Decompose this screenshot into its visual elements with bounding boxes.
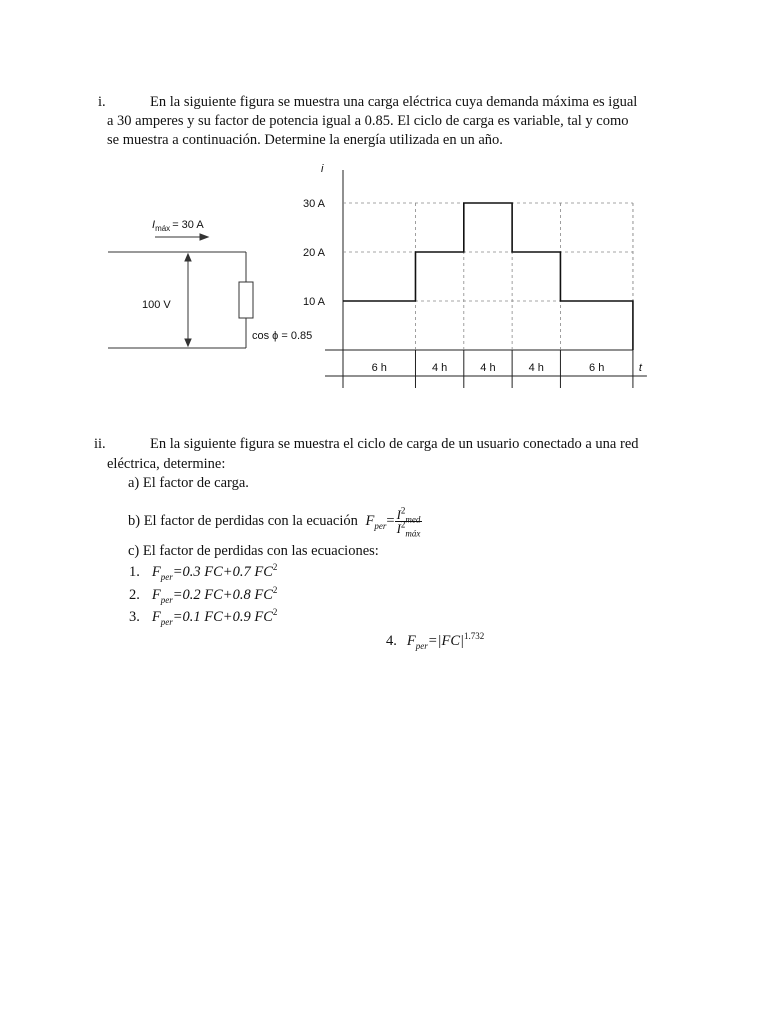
duration-label: 6 h bbox=[371, 362, 387, 374]
y-tick-label: 20 A bbox=[303, 247, 326, 259]
voltage-label: 100 V bbox=[142, 299, 171, 311]
current-arrow-head bbox=[200, 234, 208, 240]
problem-1-line-3: se muestra a continuación. Determine la energía utilizada en un año. bbox=[107, 132, 503, 148]
problem-1-line-2: a 30 amperes y su factor de potencia igual a 0.85. El ciclo de carga es variable, tal y como bbox=[107, 113, 629, 129]
duration-label: 4 h bbox=[431, 362, 448, 374]
equation-2: 2. $F_{per}=0.2$ FC+0.8 $FC^2$ bbox=[129, 585, 278, 605]
x-axis-label: t bbox=[638, 362, 642, 374]
load-cycle-figure bbox=[100, 158, 660, 398]
y-tick-label: 10 A bbox=[303, 296, 326, 308]
voltage-arrow-up bbox=[185, 254, 191, 261]
problem-2-line-1: En la siguiente figura se muestra el ciclo de carga de un usuario conectado a una red bbox=[150, 436, 639, 452]
y-axis-label: i bbox=[321, 163, 324, 175]
item-b bbox=[128, 505, 422, 539]
power-factor-label: cos ϕ = 0.85 bbox=[252, 330, 313, 342]
circuit-diagram bbox=[108, 234, 253, 348]
y-tick-label: 30 A bbox=[303, 198, 326, 210]
item-b-text: b) El factor de perdidas con la ecuación bbox=[128, 512, 358, 529]
problem-1-number: i. bbox=[98, 94, 106, 110]
loss-factor-formula: $F_{per}=$ $\frac{I^2_{med}}{I^2_{máx}}$ bbox=[365, 505, 421, 539]
load-resistor bbox=[239, 282, 253, 318]
voltage-arrow-down bbox=[185, 339, 191, 346]
problem-2-line-2: eléctrica, determine: bbox=[107, 456, 226, 472]
equation-4: 4. $F_{per}=|FC|^{1.732}$ bbox=[386, 631, 485, 651]
item-a: a) El factor de carga. bbox=[128, 475, 249, 491]
duration-label: 4 h bbox=[480, 362, 496, 374]
item-c: c) El factor de perdidas con las ecuaciones: bbox=[128, 543, 379, 559]
duration-label: 4 h bbox=[528, 362, 544, 374]
equation-3: 3. $F_{per}=0.1$ FC+0.9 $FC^2$ bbox=[129, 607, 278, 627]
problem-2-number: ii. bbox=[94, 436, 106, 452]
equation-1: 1. $F_{per}=0.3$ FC+0.7 $FC^2$ bbox=[129, 562, 278, 582]
problem-1-line-1: En la siguiente figura se muestra una carga eléctrica cuya demanda máxima es igual bbox=[150, 94, 638, 110]
current-chart bbox=[303, 163, 647, 388]
duration-label: 6 h bbox=[589, 362, 605, 374]
current-step-line bbox=[343, 203, 633, 350]
current-label: $I_{máx} = 30$ A bbox=[152, 219, 204, 233]
